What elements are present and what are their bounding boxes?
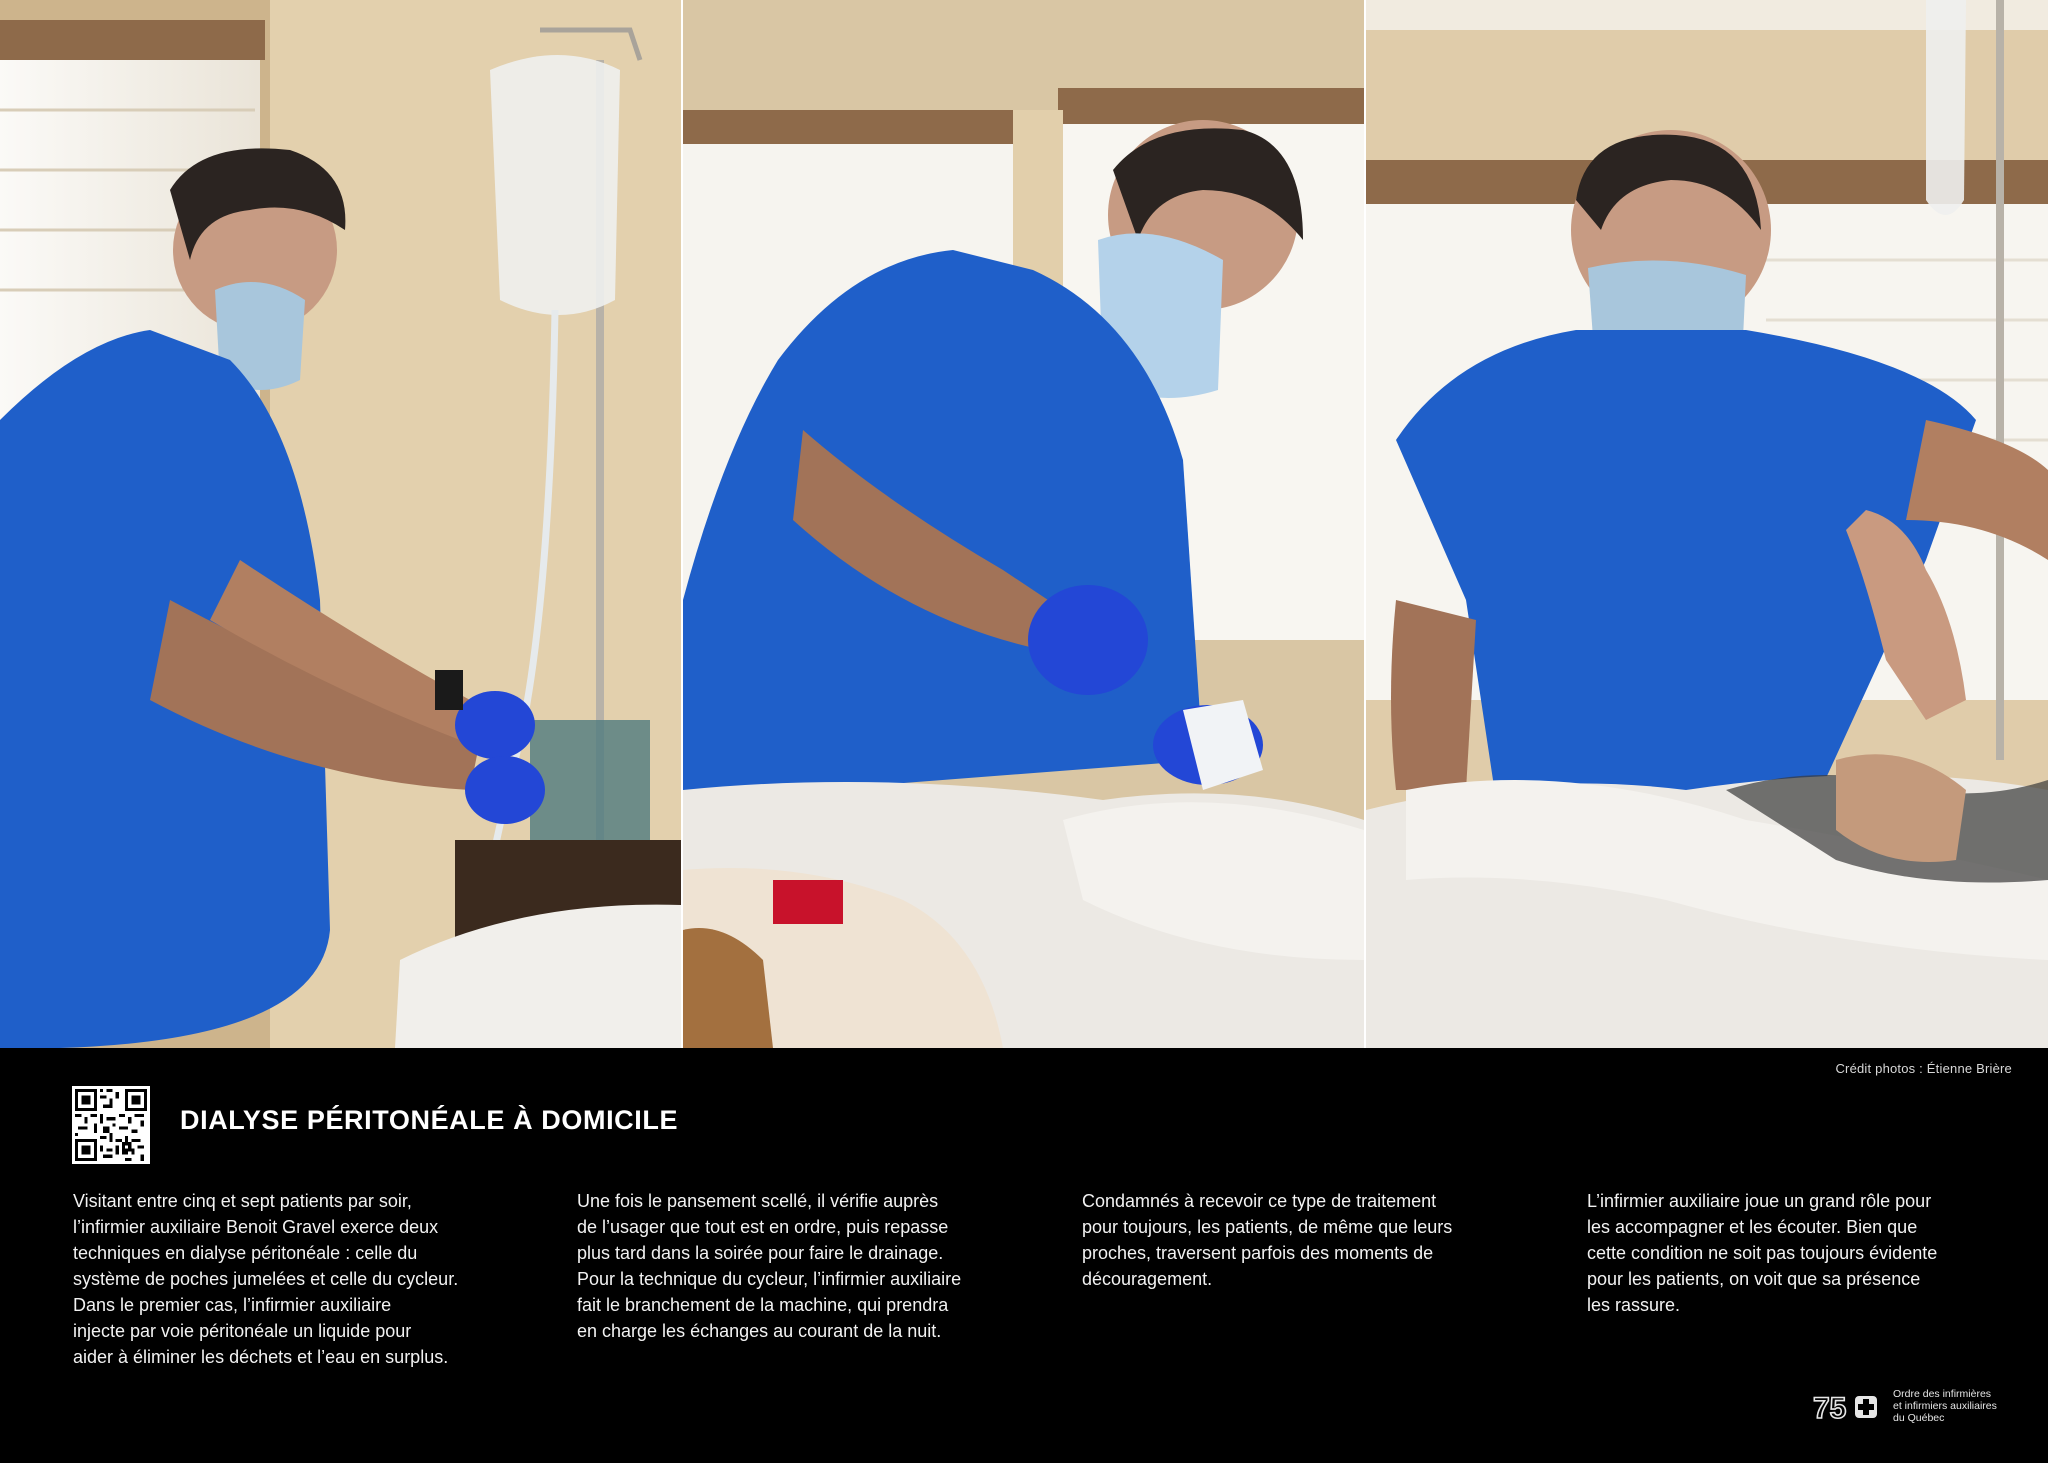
logo-line: et infirmiers auxiliaires	[1893, 1400, 1997, 1412]
text-column-4	[1587, 1188, 2037, 1318]
text-line: fait le branchement de la machine, qui prendra	[577, 1295, 949, 1315]
logo-75-cross-icon	[1813, 1390, 1883, 1424]
text-line: l’infirmier auxiliaire Benoit Gravel exerce deux	[73, 1217, 439, 1237]
photo-credit: Crédit photos : Étienne Brière	[1835, 1061, 2012, 1076]
text-line: système de poches jumelées et celle du cycleur.	[73, 1269, 459, 1289]
oiiaq-logo	[1813, 1388, 2023, 1432]
text-column-2	[577, 1188, 1027, 1344]
text-line: cette condition ne soit pas toujours évidente	[1587, 1243, 1938, 1263]
text-line: aider à éliminer les déchets et l’eau en surplus.	[73, 1347, 449, 1367]
text-line: proches, traversent parfois des moments de	[1082, 1243, 1434, 1263]
text-line: Dans le premier cas, l’infirmier auxiliaire	[73, 1295, 392, 1315]
text-line: en charge les échanges au courant de la nuit.	[577, 1321, 942, 1341]
photo-2-illustration	[683, 0, 1364, 1048]
photo-nurse-handling-dressing	[683, 0, 1364, 1048]
text-line: plus tard dans la soirée pour faire le drainage.	[577, 1243, 944, 1263]
logo-mark-text: 75	[1813, 1392, 1847, 1424]
text-line: pour les patients, on voit que sa présence	[1587, 1269, 1921, 1289]
text-line: découragement.	[1082, 1269, 1213, 1289]
text-line: pour toujours, les patients, de même que leurs	[1082, 1217, 1453, 1237]
text-line: Visitant entre cinq et sept patients par soir,	[73, 1191, 412, 1211]
logo-line: Ordre des infirmières	[1893, 1388, 1992, 1400]
text-line: Une fois le pansement scellé, il vérifie auprès	[577, 1191, 939, 1211]
text-line: Condamnés à recevoir ce type de traitement	[1082, 1191, 1437, 1211]
text-line: Pour la technique du cycleur, l’infirmier auxiliaire	[577, 1269, 962, 1289]
logo-wordmark	[1893, 1388, 2023, 1424]
text-line: L’infirmier auxiliaire joue un grand rôle pour	[1587, 1191, 1932, 1211]
photo-nurse-with-patient	[1366, 0, 2048, 1048]
text-line: injecte par voie péritonéale un liquide pour	[73, 1321, 412, 1341]
qr-code-icon[interactable]	[72, 1086, 150, 1164]
text-column-3	[1082, 1188, 1532, 1292]
photo-nurse-preparing-iv-bag	[0, 0, 681, 1048]
text-line: de l’usager que tout est en ordre, puis repasse	[577, 1217, 949, 1237]
logo-line: du Québec	[1893, 1412, 1945, 1424]
text-line: les rassure.	[1587, 1295, 1681, 1315]
photo-1-illustration	[0, 0, 681, 1048]
photo-3-illustration	[1366, 0, 2048, 1048]
text-line: techniques en dialyse péritonéale : celle du	[73, 1243, 418, 1263]
text-column-1	[73, 1188, 523, 1370]
page-title: DIALYSE PÉRITONÉALE À DOMICILE	[180, 1105, 679, 1135]
text-line: les accompagner et les écouter. Bien que	[1587, 1217, 1918, 1237]
